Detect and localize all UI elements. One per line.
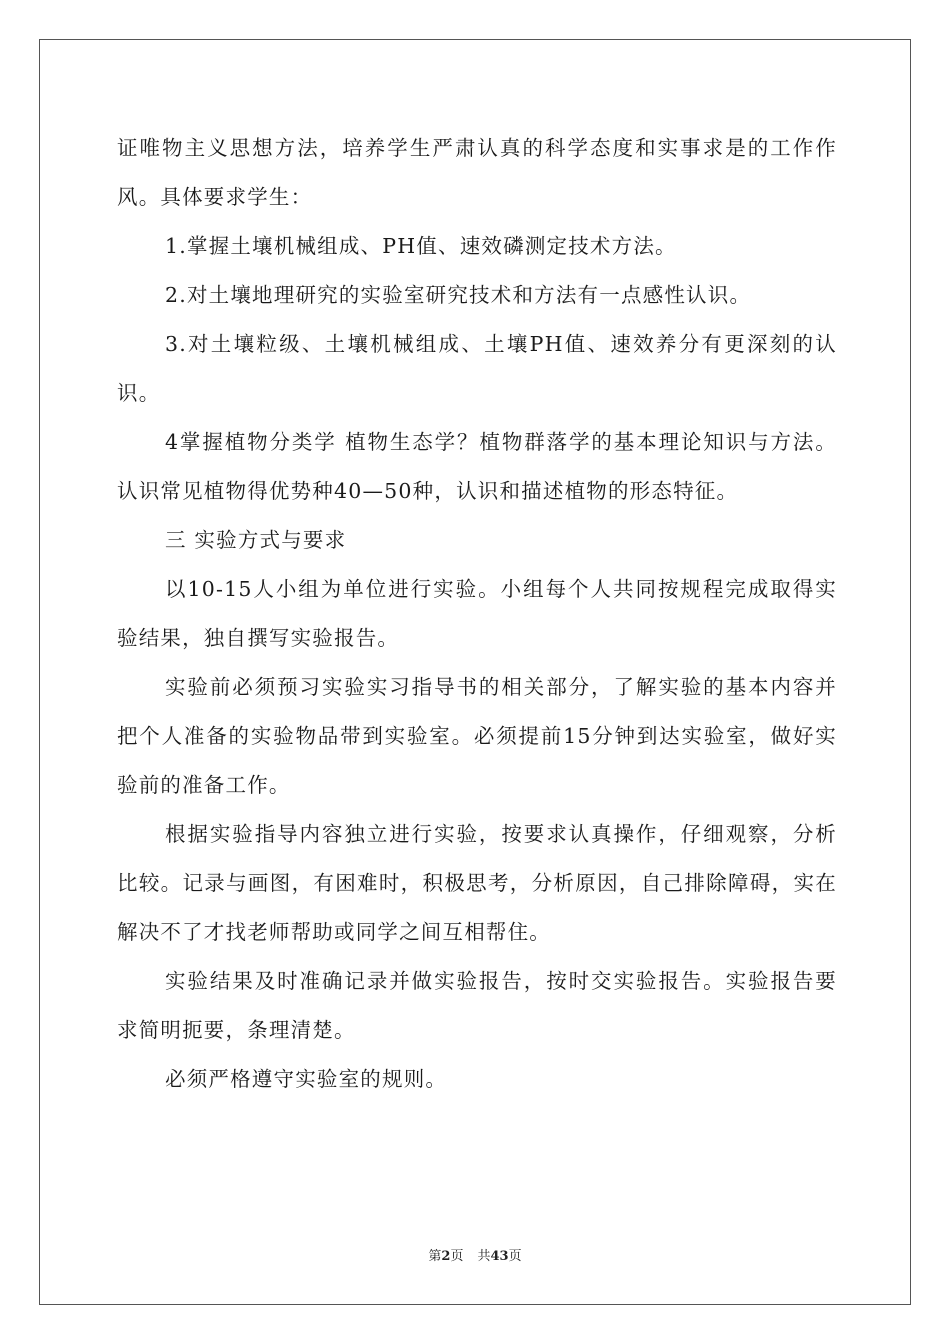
page-footer [0,1248,950,1266]
total-label-suffix: 页 [508,1249,522,1264]
paragraph: 2.对土壤地理研究的实验室研究技术和方法有一点感性认识。 [165,283,752,307]
paragraph: 3.对土壤粒级、土壤机械组成、土壤PH值、速效养分有更深刻的认识。 [117,332,837,405]
document-body [117,124,837,1104]
paragraph: 实验结果及时准确记录并做实验报告，按时交实验报告。实验报告要求简明扼要，条理清楚。 [117,969,837,1042]
paragraph: 1.掌握土壤机械组成、PH值、速效磷测定技术方法。 [165,234,677,258]
section-heading: 三 实验方式与要求 [165,528,347,552]
page-number: 2 [441,1249,451,1264]
page-label-suffix: 页 [450,1249,464,1264]
paragraph: 实验前必须预习实验实习指导书的相关部分，了解实验的基本内容并把个人准备的实验物品带到实验室。必须提前15分钟到达实验室，做好实验前的准备工作。 [117,675,837,797]
total-label-prefix: 共 [477,1249,491,1264]
paragraph: 证唯物主义思想方法，培养学生严肃认真的科学态度和实事求是的工作作风。具体要求学生： [117,136,837,209]
paragraph: 根据实验指导内容独立进行实验，按要求认真操作，仔细观察，分析比较。记录与画图，有困难时，积极思考，分析原因，自己排除障碍，实在解决不了才找老师帮助或同学之间互相帮住。 [117,822,837,944]
paragraph: 以10-15人小组为单位进行实验。小组每个人共同按规程完成取得实验结果，独自撰写实验报告。 [117,577,837,650]
total-pages: 43 [490,1249,509,1264]
paragraph: 4掌握植物分类学 植物生态学？植物群落学的基本理论知识与方法。认识常见植物得优势种40—50种，认识和描述植物的形态特征。 [117,430,837,503]
paragraph: 必须严格遵守实验室的规则。 [165,1067,448,1091]
page-label-prefix: 第 [428,1249,442,1264]
